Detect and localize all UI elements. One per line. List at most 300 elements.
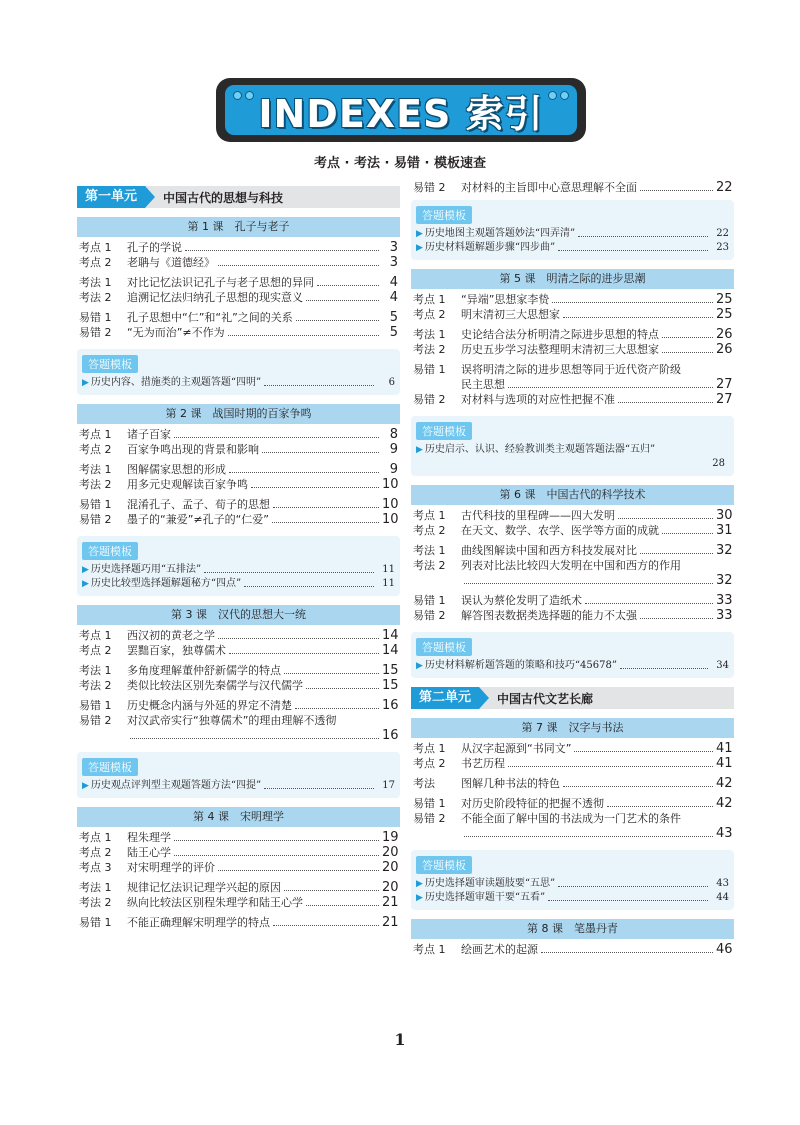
entry-text: 对材料与选项的对应性把握不准 — [461, 393, 615, 406]
entry-page: 10 — [382, 512, 399, 527]
lesson-section — [411, 269, 734, 407]
entry-group — [77, 628, 400, 658]
index-entry[interactable] — [77, 895, 400, 910]
index-entry[interactable] — [411, 327, 734, 342]
entry-group — [77, 275, 400, 305]
entry-text: 在天文、数学、农学、医学等方面的成就 — [461, 524, 659, 537]
index-title: INDEXES 索引 — [258, 91, 544, 136]
entry-group — [77, 880, 400, 910]
entry-text: 不能正确理解宋明理学的特点 — [127, 916, 270, 929]
index-entry[interactable] — [77, 663, 400, 678]
index-entry[interactable] — [77, 275, 400, 290]
dot-leader — [272, 522, 379, 523]
dot-leader — [578, 236, 708, 237]
dot-leader — [662, 352, 713, 353]
dot-leader — [218, 870, 379, 871]
entry-text: 史论结合法分析明清之际进步思想的特点 — [461, 328, 659, 341]
entry-label: 考点 2 — [413, 524, 446, 537]
entry-label: 考法 1 — [79, 463, 112, 476]
entry-page: 31 — [716, 523, 733, 538]
index-entry[interactable] — [77, 290, 400, 305]
index-entry[interactable] — [411, 523, 734, 538]
triangle-icon: ▶ — [82, 781, 89, 791]
answer-template-box — [411, 632, 734, 678]
index-entry[interactable] — [77, 310, 400, 325]
entry-group — [77, 427, 400, 457]
entry-label: 易错 1 — [413, 797, 446, 810]
entry-group — [411, 796, 734, 841]
entry-page: 14 — [382, 643, 399, 658]
dot-leader — [662, 533, 713, 534]
template-page: 11 — [382, 578, 395, 589]
dot-leader — [251, 487, 379, 488]
template-text: 历史内容、措施类的主观题答题“四明” — [90, 377, 262, 388]
dot-leader — [229, 472, 379, 473]
entry-group — [77, 497, 400, 527]
dot-leader — [464, 836, 713, 837]
entry-page: 19 — [382, 830, 399, 845]
entry-label: 考点 2 — [79, 443, 112, 456]
entry-label: 易错 2 — [413, 812, 446, 825]
template-entry[interactable] — [416, 241, 729, 255]
entry-page: 33 — [716, 593, 733, 608]
dot-leader — [273, 925, 379, 926]
entry-text: 对历史阶段特征的把握不透彻 — [461, 797, 604, 810]
entry-page: 21 — [382, 915, 399, 930]
unit-header — [411, 687, 734, 709]
entry-line — [79, 728, 398, 743]
index-entry[interactable] — [411, 756, 734, 771]
template-page: 34 — [716, 660, 729, 671]
answer-template-box — [411, 850, 734, 910]
entry-label: 易错 1 — [413, 363, 446, 376]
entry-text: 孔子思想中“仁”和“礼”之间的关系 — [127, 311, 293, 324]
entry-label: 易错 1 — [79, 311, 112, 324]
dot-leader — [228, 335, 379, 336]
template-text: 历史材料题解题步骤“四步曲” — [424, 242, 556, 253]
entry-page: 32 — [716, 573, 733, 588]
dot-leader — [640, 553, 713, 554]
entry-group — [411, 292, 734, 322]
entry-text: 绘画艺术的起源 — [461, 943, 538, 956]
entry-page: 32 — [716, 543, 733, 558]
index-entry[interactable] — [77, 628, 400, 643]
entry-label: 考法 2 — [79, 896, 112, 909]
dot-leader — [306, 688, 379, 689]
dot-leader — [585, 603, 713, 604]
entry-text: 图解几种书法的特色 — [461, 777, 560, 790]
entry-group — [411, 327, 734, 357]
entry-group — [77, 310, 400, 340]
entry-text: 对汉武帝实行“独尊儒术”的理由理解不透彻 — [127, 714, 337, 727]
template-page: 17 — [382, 780, 395, 791]
index-entry[interactable] — [411, 307, 734, 322]
index-entry[interactable] — [411, 811, 734, 841]
index-subtitle: 考点 · 考法 · 易错 · 模板速查 — [314, 156, 486, 171]
entry-page: 30 — [716, 508, 733, 523]
triangle-icon: ▶ — [82, 565, 89, 575]
index-entry[interactable] — [77, 255, 400, 270]
unit-header — [77, 186, 400, 208]
entry-page: 9 — [389, 462, 398, 477]
index-entry[interactable] — [411, 741, 734, 756]
entry-text: 明末清初三大思想家 — [461, 308, 560, 321]
entry-label: 考法 1 — [79, 881, 112, 894]
template-entry[interactable] — [416, 659, 729, 673]
entry-label: 考点 3 — [79, 861, 112, 874]
index-entry[interactable] — [411, 942, 734, 957]
template-page: 44 — [716, 892, 729, 903]
entry-group — [411, 942, 734, 957]
index-entry[interactable] — [411, 608, 734, 623]
unit-badge: 第二单元 — [411, 687, 479, 709]
entry-group — [411, 776, 734, 791]
dot-leader — [273, 507, 379, 508]
entry-group — [411, 508, 734, 538]
dot-leader — [218, 265, 379, 266]
entry-page: 46 — [716, 942, 733, 957]
entry-label: 考点 1 — [413, 293, 446, 306]
dot-leader — [558, 250, 708, 251]
dot-leader — [264, 385, 374, 386]
entry-group — [411, 362, 734, 407]
lesson-section — [411, 485, 734, 623]
template-text: 历史地图主观题答题妙法“四弄清” — [424, 228, 576, 239]
entry-text: 古代科技的里程碑——四大发明 — [461, 509, 615, 522]
triangle-icon: ▶ — [416, 445, 423, 455]
entry-page: 4 — [389, 275, 398, 290]
entry-text: 罢黜百家，独尊儒术 — [127, 644, 226, 657]
entry-page: 26 — [716, 327, 733, 342]
entry-text: 从汉字起源到“书同文” — [461, 742, 572, 755]
triangle-icon: ▶ — [416, 879, 423, 889]
entry-label: 考点 2 — [79, 644, 112, 657]
entry-page: 16 — [382, 698, 399, 713]
answer-template-box — [411, 200, 734, 260]
entry-label: 考法 1 — [413, 328, 446, 341]
template-text: 历史选择题巧用“五排法” — [90, 564, 202, 575]
dot-leader — [618, 402, 713, 403]
template-entry[interactable] — [416, 891, 729, 905]
entry-group — [77, 830, 400, 875]
entry-label: 考法 2 — [413, 559, 446, 572]
index-entry[interactable] — [77, 512, 400, 527]
dot-leader — [563, 786, 713, 787]
entry-text: 误将明清之际的进步思想等同于近代资产阶级 — [461, 363, 681, 376]
bolt-icon — [245, 91, 254, 100]
index-entry[interactable] — [77, 427, 400, 442]
dot-leader — [185, 250, 379, 251]
entry-line — [413, 558, 732, 573]
entry-group — [411, 741, 734, 771]
dot-leader — [229, 653, 379, 654]
dot-leader — [204, 572, 374, 573]
entry-text: 诸子百家 — [127, 428, 171, 441]
entry-page: 26 — [716, 342, 733, 357]
entry-text: 图解儒家思想的形成 — [127, 463, 226, 476]
dot-leader — [563, 317, 713, 318]
entry-label: 考点 2 — [413, 308, 446, 321]
entry-label: 易错 2 — [79, 513, 112, 526]
entry-page: 4 — [389, 290, 398, 305]
entry-page: 14 — [382, 628, 399, 643]
index-entry[interactable] — [411, 180, 734, 195]
entry-text: 程朱理学 — [127, 831, 171, 844]
entry-group — [411, 593, 734, 623]
entry-text: 历史五步学习法整理明末清初三大思想家 — [461, 343, 659, 356]
entry-page: 41 — [716, 741, 733, 756]
entry-text: 曲线图解读中国和西方科技发展对比 — [461, 544, 637, 557]
entry-text-cont: 民主思想 — [461, 378, 505, 391]
template-tag: 答题模板 — [416, 856, 472, 874]
entry-text: 类似比较法区别先秦儒学与汉代儒学 — [127, 679, 303, 692]
entry-text: 对材料的主旨即中心意思理解不全面 — [461, 181, 637, 194]
template-text: 历史材料解析题答题的策略和技巧“45678” — [424, 660, 617, 671]
entry-line — [413, 573, 732, 588]
template-line — [416, 443, 729, 457]
unit-title: 中国古代文艺长廊 — [497, 691, 594, 706]
entry-text: 误认为蔡伦发明了造纸术 — [461, 594, 582, 607]
dot-leader — [174, 840, 379, 841]
index-entry[interactable] — [77, 497, 400, 512]
dot-leader — [464, 583, 713, 584]
entry-text: 多角度理解董仲舒新儒学的特点 — [127, 664, 281, 677]
lesson-title: 第 2 课 战国时期的百家争鸣 — [77, 404, 400, 424]
entry-page: 5 — [389, 310, 398, 325]
entry-text: 规律记忆法识记理学兴起的原因 — [127, 881, 281, 894]
dot-leader — [174, 437, 379, 438]
entry-line — [413, 826, 732, 841]
lesson-title: 第 8 课 笔墨丹青 — [411, 919, 734, 939]
triangle-icon: ▶ — [416, 661, 423, 671]
left-column — [77, 186, 400, 939]
index-entry[interactable] — [411, 508, 734, 523]
index-entry[interactable] — [77, 830, 400, 845]
index-entry[interactable] — [411, 362, 734, 392]
template-tag: 答题模板 — [416, 638, 472, 656]
template-entry[interactable] — [82, 376, 395, 390]
dot-leader — [620, 668, 708, 669]
entry-label: 考法 2 — [413, 343, 446, 356]
entry-page: 10 — [382, 497, 399, 512]
entry-page: 5 — [389, 325, 398, 340]
entry-text: 不能全面了解中国的书法成为一门艺术的条件 — [461, 812, 681, 825]
entry-text: 百家争鸣出现的背景和影响 — [127, 443, 259, 456]
template-page: 23 — [716, 242, 729, 253]
index-title-plate — [225, 85, 577, 135]
entry-label: 考点 1 — [79, 241, 112, 254]
dot-leader — [130, 738, 379, 739]
dot-leader — [548, 900, 708, 901]
index-entry[interactable] — [77, 240, 400, 255]
entry-page: 9 — [389, 442, 398, 457]
entry-page: 41 — [716, 756, 733, 771]
template-entry[interactable] — [82, 563, 395, 577]
index-entry[interactable] — [411, 543, 734, 558]
entry-label: 考法 1 — [413, 544, 446, 557]
entry-text: 历史概念内涵与外延的界定不清楚 — [127, 699, 292, 712]
index-entry[interactable] — [77, 860, 400, 875]
dot-leader — [174, 855, 379, 856]
template-page: 11 — [382, 564, 395, 575]
unit-badge: 第一单元 — [77, 186, 145, 208]
dot-leader — [662, 337, 713, 338]
dot-leader — [607, 806, 713, 807]
bolt-icon — [233, 91, 242, 100]
template-entry[interactable] — [82, 779, 395, 793]
lesson-title: 第 7 课 汉字与书法 — [411, 718, 734, 738]
template-entry[interactable] — [416, 443, 729, 471]
entry-page: 20 — [382, 860, 399, 875]
answer-template-box — [77, 536, 400, 596]
dot-leader — [296, 320, 379, 321]
entry-line — [79, 713, 398, 728]
entry-text: 混淆孔子、孟子、荀子的思想 — [127, 498, 270, 511]
entry-page: 10 — [382, 477, 399, 492]
dot-leader — [558, 886, 708, 887]
entry-line — [413, 362, 732, 377]
index-entry[interactable] — [77, 845, 400, 860]
lesson-title: 第 6 课 中国古代的科学技术 — [411, 485, 734, 505]
index-entry[interactable] — [77, 643, 400, 658]
dot-leader — [508, 387, 713, 388]
entry-label: 考点 1 — [79, 428, 112, 441]
dot-leader — [640, 190, 713, 191]
dot-leader — [552, 302, 713, 303]
answer-template-box — [77, 752, 400, 798]
entry-label: 易错 1 — [79, 916, 112, 929]
lesson-section — [411, 919, 734, 957]
triangle-icon: ▶ — [416, 243, 423, 253]
index-entry[interactable] — [77, 462, 400, 477]
page-number: 1 — [394, 1030, 406, 1049]
template-entry[interactable] — [416, 877, 729, 891]
entry-group — [77, 462, 400, 492]
entry-label: 考法 2 — [79, 291, 112, 304]
lesson-title: 第 4 课 宋明理学 — [77, 807, 400, 827]
template-page: 22 — [716, 228, 729, 239]
entry-label: 易错 2 — [79, 714, 112, 727]
template-entry[interactable] — [416, 227, 729, 241]
lesson-title: 第 5 课 明清之际的进步思潮 — [411, 269, 734, 289]
index-entry[interactable] — [77, 698, 400, 713]
entry-text: 陆王心学 — [127, 846, 171, 859]
entry-group — [77, 915, 400, 930]
entry-page: 27 — [716, 392, 733, 407]
entry-label: 易错 1 — [413, 594, 446, 607]
dot-leader — [541, 952, 713, 953]
entry-text: 纵向比较法区别程朱理学和陆王心学 — [127, 896, 303, 909]
template-entry[interactable] — [82, 577, 395, 591]
index-entry[interactable] — [77, 477, 400, 492]
template-tag: 答题模板 — [82, 542, 138, 560]
entry-text: 解答图表数据类选择题的能力不太强 — [461, 609, 637, 622]
entry-label: 考点 1 — [413, 509, 446, 522]
entry-label: 易错 1 — [79, 699, 112, 712]
entry-group — [77, 240, 400, 270]
index-entry[interactable] — [411, 796, 734, 811]
entry-page: 3 — [389, 255, 398, 270]
entry-label: 考法 — [413, 777, 435, 790]
dot-leader — [306, 300, 379, 301]
entry-label: 考点 1 — [413, 943, 446, 956]
lesson-section — [77, 217, 400, 340]
index-entry[interactable] — [411, 593, 734, 608]
template-tag: 答题模板 — [416, 206, 472, 224]
unit-title: 中国古代的思想与科技 — [163, 190, 284, 205]
entry-text: 对比记忆法识记孔子与老子思想的异同 — [127, 276, 314, 289]
index-entry[interactable] — [411, 292, 734, 307]
lesson-title: 第 3 课 汉代的思想大一统 — [77, 605, 400, 625]
template-text: 历史启示、认识、经验教训类主观题答题法器“五归” — [424, 444, 656, 455]
entry-text: 老聃与《道德经》 — [127, 256, 215, 269]
index-entry[interactable] — [77, 442, 400, 457]
index-entry[interactable] — [77, 325, 400, 340]
entry-text: 墨子的“兼爱”≠孔子的“仁爱” — [127, 513, 270, 526]
entry-label: 易错 2 — [413, 393, 446, 406]
triangle-icon: ▶ — [416, 893, 423, 903]
entry-text: “无为而治”≠不作为 — [127, 326, 225, 339]
entry-label: 易错 2 — [79, 326, 112, 339]
template-page: 6 — [388, 377, 395, 388]
dot-leader — [508, 766, 713, 767]
index-entry[interactable] — [77, 915, 400, 930]
entry-label: 考点 2 — [79, 256, 112, 269]
template-text: 历史选择题审题干要“五看” — [424, 892, 546, 903]
index-entry[interactable] — [77, 713, 400, 743]
index-title-banner — [216, 78, 586, 142]
entry-line — [413, 811, 732, 826]
template-tag: 答题模板 — [82, 355, 138, 373]
lesson-section — [77, 605, 400, 743]
index-entry[interactable] — [411, 558, 734, 588]
index-entry[interactable] — [77, 678, 400, 693]
entry-label: 考法 1 — [79, 276, 112, 289]
right-column — [411, 180, 734, 966]
index-entry[interactable] — [411, 392, 734, 407]
lesson-section — [77, 404, 400, 527]
entry-label: 易错 1 — [79, 498, 112, 511]
index-entry[interactable] — [411, 776, 734, 791]
index-entry[interactable] — [411, 342, 734, 357]
lesson-section — [411, 718, 734, 841]
bolt-icon — [560, 91, 569, 100]
dot-leader — [284, 890, 379, 891]
entry-group — [77, 663, 400, 693]
entry-text: 对宋明理学的评价 — [127, 861, 215, 874]
entry-label: 考点 1 — [79, 831, 112, 844]
entry-page: 15 — [382, 678, 399, 693]
entry-page: 8 — [389, 427, 398, 442]
triangle-icon: ▶ — [82, 579, 89, 589]
triangle-icon: ▶ — [416, 229, 423, 239]
template-tag: 答题模板 — [82, 758, 138, 776]
entry-label: 考点 1 — [413, 742, 446, 755]
entry-label: 考法 2 — [79, 679, 112, 692]
entry-page: 3 — [389, 240, 398, 255]
entry-text: 用多元史观解读百家争鸣 — [127, 478, 248, 491]
dot-leader — [244, 586, 374, 587]
index-entry[interactable] — [77, 880, 400, 895]
entry-page: 21 — [382, 895, 399, 910]
entry-page: 42 — [716, 776, 733, 791]
entry-page: 15 — [382, 663, 399, 678]
entry-page: 16 — [382, 728, 399, 743]
entry-page: 42 — [716, 796, 733, 811]
entry-text: 追溯记忆法归纳孔子思想的现实意义 — [127, 291, 303, 304]
entry-label: 考点 1 — [79, 629, 112, 642]
entry-text: 西汉初的黄老之学 — [127, 629, 215, 642]
